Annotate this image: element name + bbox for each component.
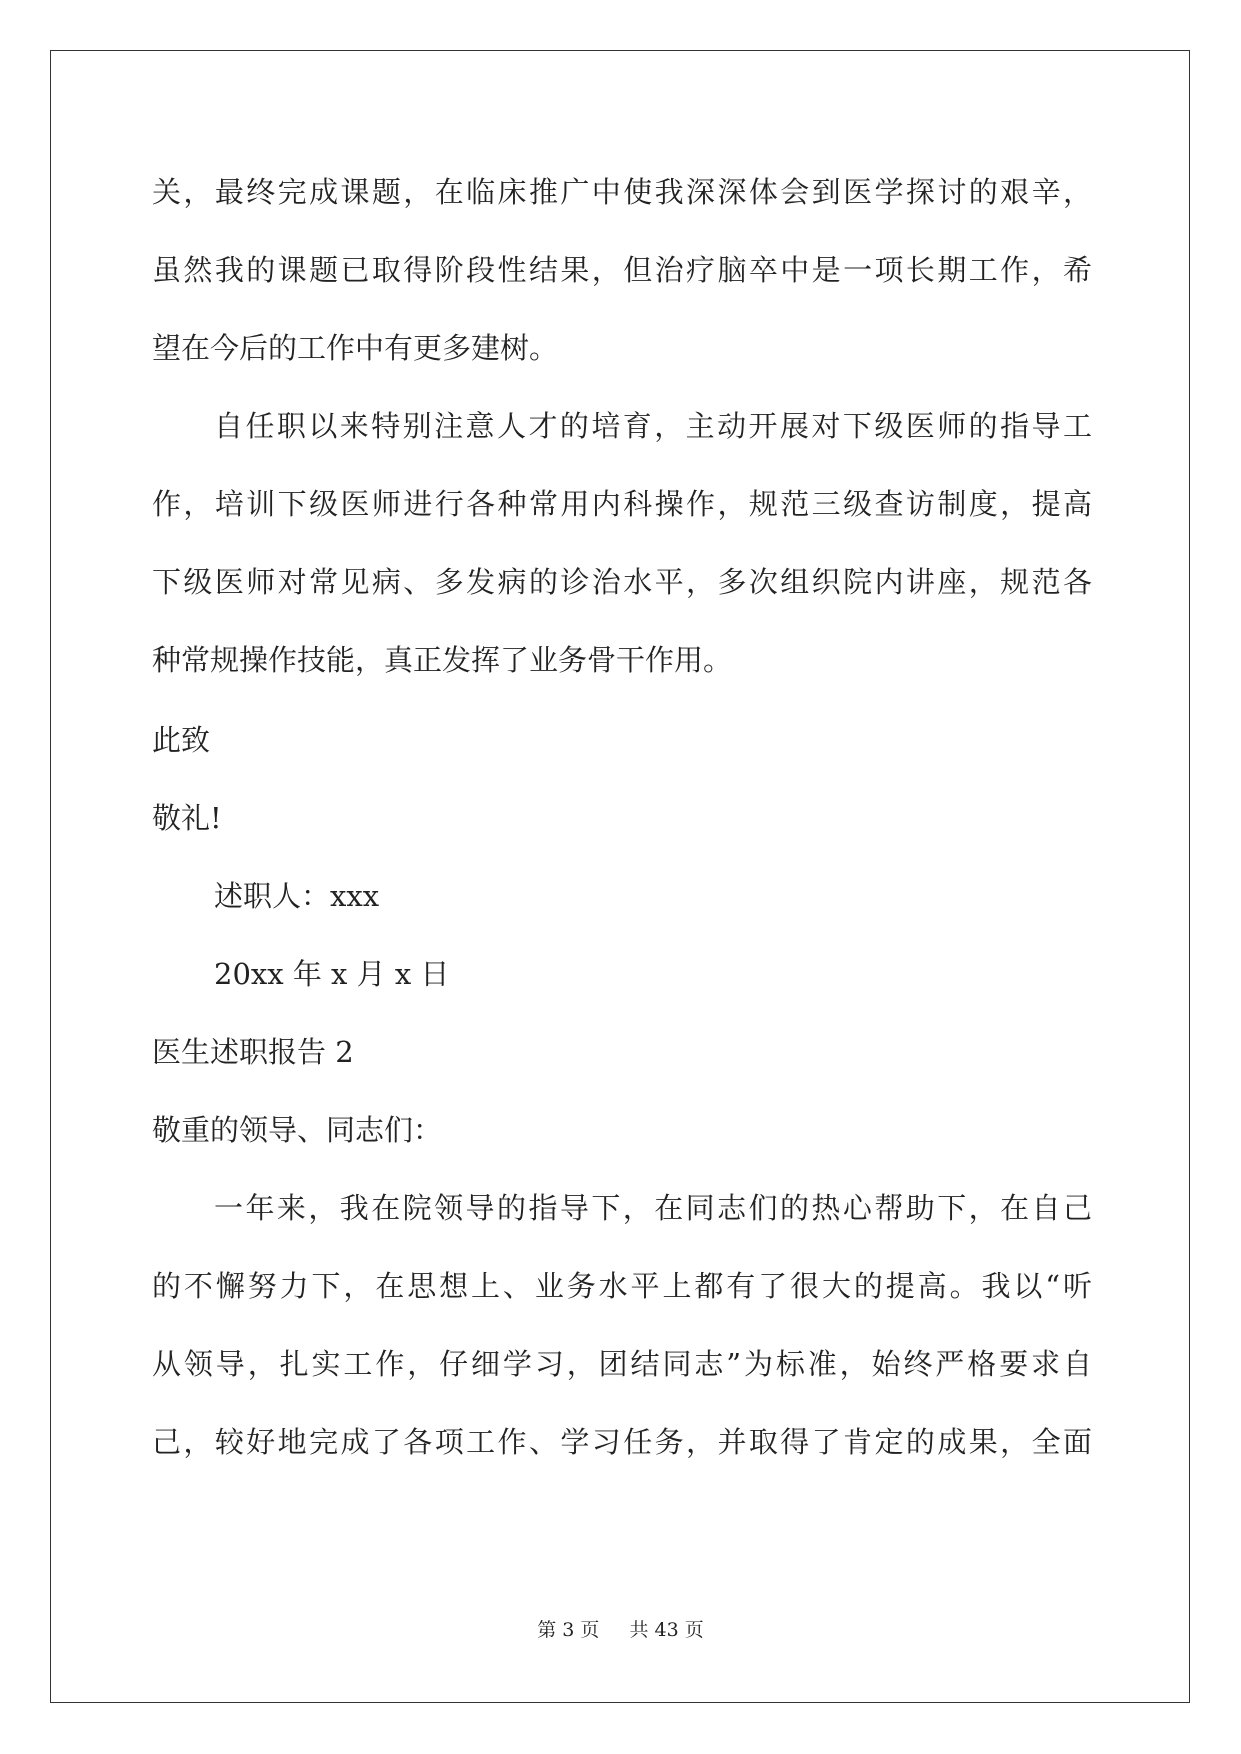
body-line-7: 种常规操作技能，真正发挥了业务骨干作用。: [152, 643, 733, 677]
body-line-1: 关，最终完成课题，在临床推广中使我深深体会到医学探讨的艰辛，: [152, 175, 1092, 209]
body-line-15: 的不懈努力下，在思想上、业务水平上都有了很大的提高。我以“听: [152, 1269, 1092, 1303]
body-line-5: 作，培训下级医师进行各种常用内科操作，规范三级查访制度，提高: [152, 487, 1092, 521]
reporter-signature: 述职人：xxx: [214, 879, 380, 913]
section-title: 医生述职报告 2: [152, 1035, 354, 1069]
page-number: 第 3 页: [537, 1619, 600, 1641]
body-line-6: 下级医师对常见病、多发病的诊治水平，多次组织院内讲座，规范各: [152, 565, 1092, 599]
page-footer: [0, 1618, 1241, 1642]
closing-salutation: 此致: [152, 723, 211, 757]
paragraph-start-line: 一年来，我在院领导的指导下，在同志们的热心帮助下，在自己: [214, 1191, 1092, 1225]
closing-regards: 敬礼!: [152, 801, 222, 835]
total-pages: 共 43 页: [629, 1619, 704, 1641]
greeting: 敬重的领导、同志们：: [152, 1113, 443, 1147]
body-line-3: 望在今后的工作中有更多建树。: [152, 331, 559, 365]
body-line-17: 己，较好地完成了各项工作、学习任务，并取得了肯定的成果，全面: [152, 1425, 1092, 1459]
report-date: 20xx 年 x 月 x 日: [214, 957, 450, 991]
body-line-16: 从领导，扎实工作，仔细学习，团结同志”为标准，始终严格要求自: [152, 1347, 1092, 1381]
paragraph-start-line: 自任职以来特别注意人才的培育，主动开展对下级医师的指导工: [214, 409, 1092, 443]
body-line-2: 虽然我的课题已取得阶段性结果，但治疗脑卒中是一项长期工作，希: [152, 253, 1092, 287]
